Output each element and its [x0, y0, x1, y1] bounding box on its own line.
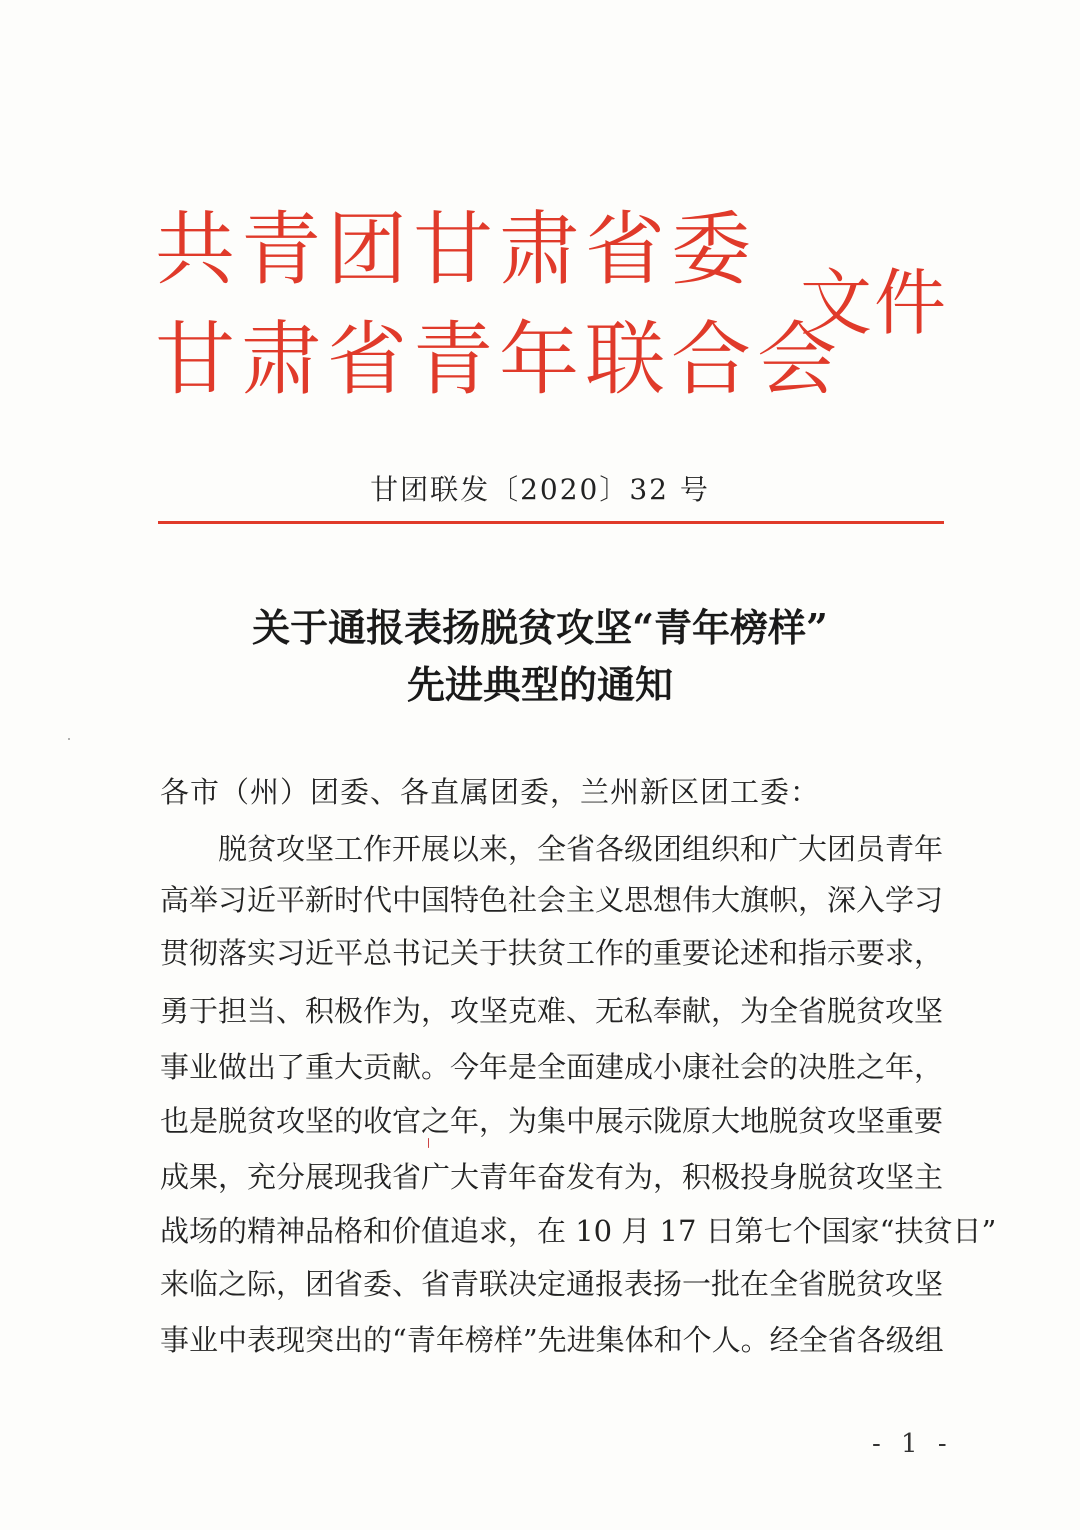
masthead-document-suffix: 文件	[800, 261, 949, 345]
body-paragraph-line: 高举习近平新时代中国特色社会主义思想伟大旗帜，深入学习	[160, 883, 944, 917]
page-number: - 1 -	[872, 1429, 953, 1459]
document-number: 甘团联发〔2020〕32 号	[370, 473, 710, 506]
scan-speck	[68, 738, 70, 740]
body-paragraph-line: 成果，充分展现我省广大青年奋发有为，积极投身脱贫攻坚主	[160, 1160, 944, 1194]
body-paragraph-line: 脱贫攻坚工作开展以来，全省各级团组织和广大团员青年	[218, 832, 944, 866]
red-divider-line	[158, 521, 944, 524]
body-paragraph-line: 贯彻落实习近平总书记关于扶贫工作的重要论述和指示要求，	[160, 936, 944, 970]
body-paragraph-line: 勇于担当、积极作为，攻坚克难、无私奉献，为全省脱贫攻坚	[160, 994, 944, 1028]
notice-title-line-1: 关于通报表扬脱贫攻坚“青年榜样”	[252, 605, 828, 650]
scan-speck	[428, 1138, 429, 1148]
masthead-org-line-2: 甘肃省青年联合会	[155, 313, 843, 406]
red-masthead	[155, 203, 949, 415]
body-paragraph-line: 事业中表现突出的“青年榜样”先进集体和个人。经全省各级组	[160, 1323, 944, 1357]
salutation: 各市（州）团委、各直属团委，兰州新区团工委：	[160, 775, 821, 809]
body-paragraph-line: 来临之际，团省委、省青联决定通报表扬一批在全省脱贫攻坚	[160, 1267, 944, 1301]
masthead-org-line-1: 共青团甘肃省委	[155, 203, 757, 296]
body-paragraph-line: 也是脱贫攻坚的收官之年，为集中展示陇原大地脱贫攻坚重要	[160, 1104, 944, 1138]
body-paragraph-line: 战场的精神品格和价值追求，在 10 月 17 日第七个国家“扶贫日”	[160, 1214, 997, 1248]
body-paragraph-line: 事业做出了重大贡献。今年是全面建成小康社会的决胜之年，	[160, 1050, 944, 1084]
notice-title-line-2: 先进典型的通知	[406, 662, 673, 707]
